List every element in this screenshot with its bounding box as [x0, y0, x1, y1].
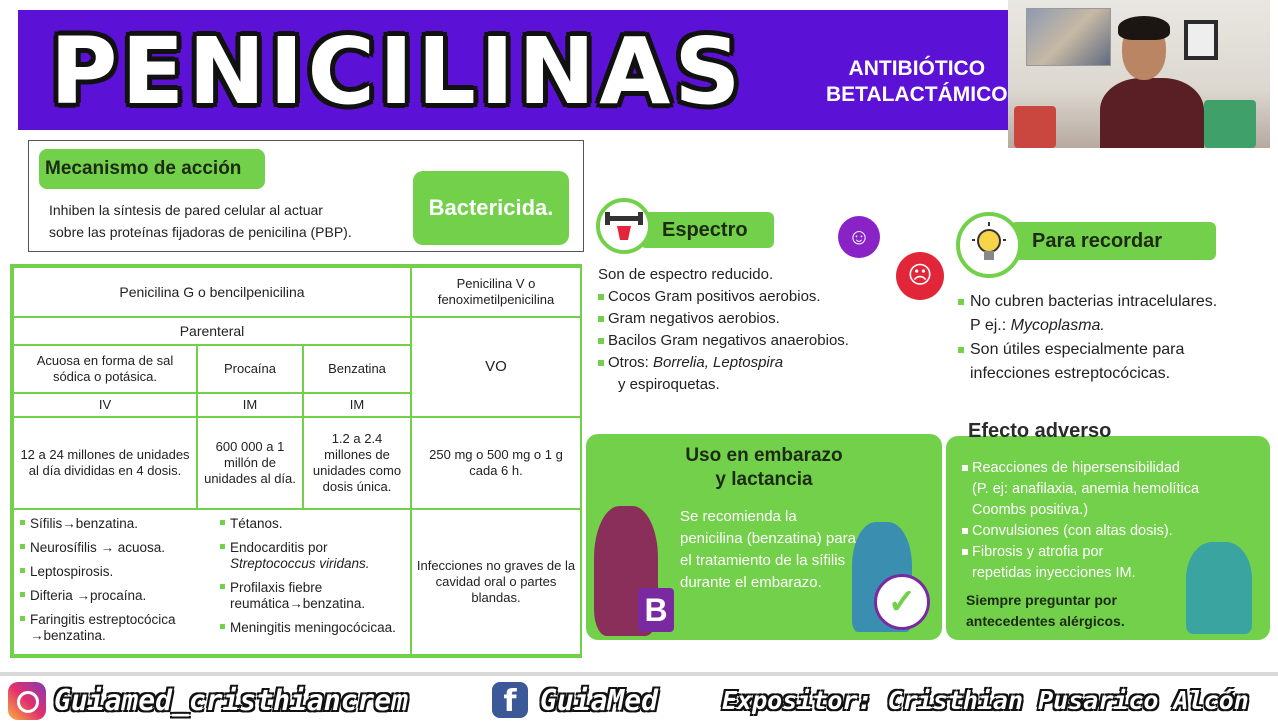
- recordar-item-2: Son útiles especialmente para: [958, 338, 1268, 362]
- instagram-handle[interactable]: Guiamed_cristhiancrem: [54, 684, 409, 717]
- use-item: Meningitis meningocócicaa.: [220, 620, 400, 636]
- bactericide-badge: Bactericida.: [413, 171, 569, 245]
- lightbulb-icon: [956, 212, 1022, 278]
- adverso-item-1-sub: (P. ej: anafilaxia, anemia hemolítica Coombs positiva.): [972, 481, 1200, 518]
- parenteral-label: Parenteral: [12, 316, 412, 346]
- page-title: PENICILINAS: [50, 18, 745, 125]
- route-procaina: IM: [196, 392, 304, 418]
- red-bag: [1014, 106, 1056, 148]
- header-penicilina-g: Penicilina G o bencilpenicilina: [12, 266, 412, 318]
- footer-bar: [0, 672, 1278, 720]
- green-case: [1204, 100, 1256, 148]
- dose-acuosa: 12 a 24 millones de unidades al día divididas en 4 dosis.: [12, 416, 198, 510]
- happy-virus-icon: ☺: [838, 216, 880, 258]
- mechanism-line-2: sobre las proteínas fijadoras de penicilina (PBP).: [49, 224, 352, 240]
- facebook-icon[interactable]: f: [492, 682, 528, 718]
- use-text: Endocarditis por: [230, 540, 328, 555]
- espectro-item: Bacilos Gram negativos anaerobios.: [598, 330, 849, 352]
- adverso-title: Efecto adverso: [968, 420, 1112, 442]
- embarazo-title: [586, 444, 942, 492]
- espectro-item: Gram negativos aerobios.: [598, 308, 849, 330]
- route-acuosa: IV: [12, 392, 198, 418]
- uses-penicilina-v: Infecciones no graves de la cavidad oral o partes blandas.: [410, 508, 582, 656]
- expositor-credit: Expositor: Cristhian Pusarico Alcón: [722, 686, 1249, 715]
- embarazo-box: [586, 434, 942, 640]
- otros-prefix: Otros:: [608, 354, 654, 371]
- subtitle-line-1: ANTIBIÓTICO: [848, 57, 986, 80]
- mechanism-title: Mecanismo de acción: [39, 149, 265, 189]
- title-banner: [18, 10, 1008, 130]
- use-item: Faringitis estreptocócica →benzatina.: [20, 612, 212, 644]
- use-item: Tétanos.: [220, 516, 400, 532]
- checkmark-icon: ✓: [874, 574, 930, 630]
- benzatina-label: Benzatina: [302, 344, 412, 394]
- penicillin-table: [10, 264, 582, 658]
- use-item: Difteria →procaína.: [20, 588, 212, 604]
- espectro-title: Espectro: [640, 212, 774, 248]
- recordar-item-2-tail: infecciones estreptocócicas.: [970, 365, 1171, 382]
- recordar-item-1-example: [958, 314, 1268, 338]
- embarazo-text: Se recomienda la penicilina (benzatina) para el tratamiento de la sífilis durante el embarazo.: [680, 508, 856, 591]
- recordar-text: [958, 290, 1268, 386]
- recordar-title: Para recordar: [1010, 222, 1216, 260]
- instagram-icon[interactable]: [8, 682, 46, 720]
- b-letter-icon: B: [638, 588, 674, 632]
- espectro-otros: [598, 352, 849, 374]
- adverso-text: [962, 458, 1212, 584]
- otros-italic: Borrelia, Leptospira: [653, 354, 784, 371]
- procaina-label: Procaína: [196, 344, 304, 394]
- adverso-item-3: Fibrosis y atrofia por: [962, 542, 1212, 563]
- sneezing-person-illustration: [1186, 542, 1252, 634]
- embarazo-title-line-1: Uso en embarazo: [685, 445, 843, 466]
- embarazo-title-line-2: y lactancia: [715, 469, 813, 490]
- espectro-otros-tail: y espiroquetas.: [618, 376, 720, 393]
- acuosa-label: Acuosa en forma de sal sódica o potásica.: [12, 344, 198, 394]
- example-italic: Mycoplasma.: [1010, 317, 1105, 334]
- adverso-note: Siempre preguntar por antecedentes alérgicos.: [966, 592, 1125, 629]
- dumbbell-icon: [596, 198, 652, 254]
- mechanism-text: [49, 199, 409, 243]
- vo-label: VO: [410, 316, 582, 418]
- use-item: Sífilis→benzatina.: [20, 516, 212, 532]
- mechanism-box: [28, 140, 584, 252]
- uses-mid-list: [220, 516, 400, 644]
- espectro-intro: Son de espectro reducido.: [598, 266, 774, 283]
- wall-frame: [1184, 20, 1218, 60]
- espectro-item: Cocos Gram positivos aerobios.: [598, 286, 849, 308]
- espectro-text: [598, 264, 849, 396]
- recordar-item-1: No cubren bacterias intracelulares.: [958, 290, 1268, 314]
- use-item: [220, 540, 400, 572]
- use-item: Neurosífilis → acuosa.: [20, 540, 212, 556]
- presenter-body: [1100, 78, 1204, 148]
- dumbbell-icon-svg: [600, 202, 648, 250]
- dose-procaina: 600 000 a 1 millón de unidades al día.: [196, 416, 304, 510]
- lightbulb-icon-svg: [960, 216, 1018, 274]
- use-text-italic: Streptococcus viridans.: [230, 556, 370, 571]
- facebook-handle[interactable]: GuiaMed: [540, 684, 659, 717]
- uses-left-list: [20, 516, 212, 652]
- dose-penicilina-v: 250 mg o 500 mg o 1 g cada 6 h.: [410, 416, 582, 510]
- mechanism-line-1: Inhiben la síntesis de pared celular al actuar: [49, 202, 323, 218]
- adverso-box: [946, 436, 1270, 640]
- example-prefix: P ej.:: [970, 317, 1011, 334]
- adverso-item-3-tail: repetidas inyecciones IM.: [972, 565, 1136, 581]
- header-penicilina-v: Penicilina V o fenoximetilpenicilina: [410, 266, 582, 318]
- webcam-overlay: [1008, 0, 1270, 148]
- route-benzatina: IM: [302, 392, 412, 418]
- use-item: Leptospirosis.: [20, 564, 212, 580]
- presenter-hair: [1118, 16, 1170, 40]
- wall-photos: [1026, 8, 1111, 66]
- use-item: Profilaxis fiebre reumática→benzatina.: [220, 580, 400, 612]
- subtitle-line-2: BETALACTÁMICO: [826, 83, 1008, 106]
- sad-face-icon: ☹: [896, 252, 944, 300]
- adverso-item-2: Convulsiones (con altas dosis).: [962, 521, 1212, 542]
- adverso-item-1: Reacciones de hipersensibilidad: [962, 458, 1212, 479]
- page-subtitle: [826, 56, 1008, 108]
- dose-benzatina: 1.2 a 2.4 millones de unidades como dosis única.: [302, 416, 412, 510]
